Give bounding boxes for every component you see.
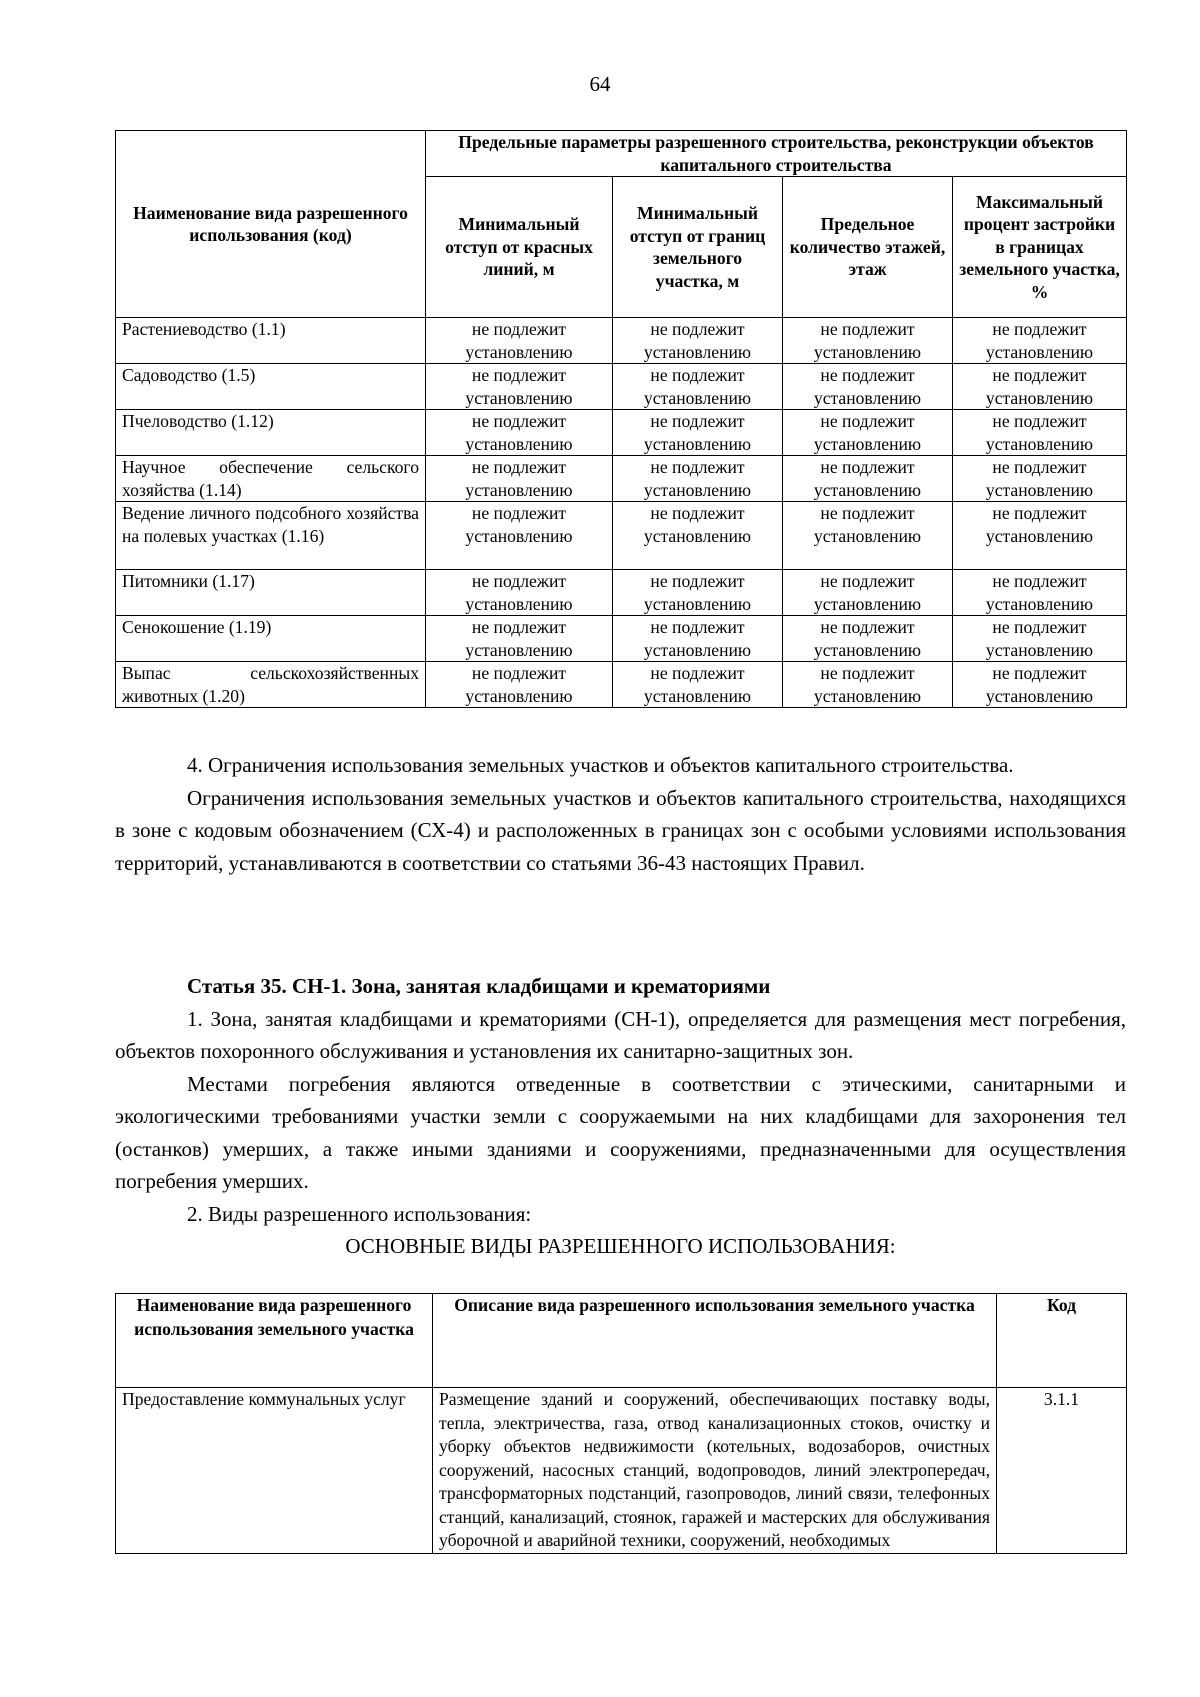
value-cell-red-lines: не подлежит установлению — [426, 318, 613, 364]
article-paragraph-3: 2. Виды разрешенного использования: — [187, 1201, 532, 1226]
value-cell-floors: не подлежит установлению — [783, 616, 953, 662]
value-cell-boundaries: не подлежит установлению — [613, 616, 783, 662]
value-cell-red-lines: не подлежит установлению — [426, 410, 613, 456]
value-cell-boundaries: не подлежит установлению — [613, 364, 783, 410]
value-cell-boundaries: не подлежит установлению — [613, 570, 783, 616]
section-4 — [115, 749, 1126, 879]
article-heading: Статья 35. СН-1. Зона, занятая кладбищами и крематориями — [187, 974, 771, 998]
table-row — [116, 364, 1127, 410]
article-paragraph-1: 1. Зона, занятая кладбищами и крематориями (СН-1), определяется для размещения мест погребения, объектов похоронного обслуживания и установления их санитарно-защитных зон. — [115, 1006, 1126, 1063]
use-name-cell: Пчеловодство (1.12) — [116, 410, 426, 456]
col-header-red-lines: Минимальный отступ от красных линий, м — [426, 177, 613, 318]
table-row — [116, 502, 1127, 570]
value-cell-red-lines: не подлежит установлению — [426, 570, 613, 616]
table-row — [116, 616, 1127, 662]
value-cell-percent: не подлежит установлению — [953, 456, 1127, 502]
parameters-table — [115, 130, 1127, 708]
col-header-name: Наименование вида разрешенного использования (код) — [116, 131, 426, 318]
value-cell-floors: не подлежит установлению — [783, 662, 953, 708]
col-header-code: Код — [997, 1294, 1127, 1388]
value-cell-boundaries: не подлежит установлению — [613, 662, 783, 708]
table-header-row — [116, 1294, 1127, 1388]
section-4-title: 4. Ограничения использования земельных участков и объектов капитального строительства. — [187, 753, 1014, 777]
table-row — [116, 1388, 1127, 1554]
table-row — [116, 570, 1127, 616]
table-row — [116, 410, 1127, 456]
col-header-use-name: Наименование вида разрешенного использования земельного участка — [116, 1294, 433, 1388]
value-cell-floors: не подлежит установлению — [783, 410, 953, 456]
use-name-cell: Выпас сельскохозяйственных животных (1.20) — [116, 662, 426, 708]
table-row — [116, 318, 1127, 364]
article-35 — [115, 970, 1126, 1263]
value-cell-red-lines: не подлежит установлению — [426, 502, 613, 570]
value-cell-red-lines: не подлежит установлению — [426, 662, 613, 708]
use-name-cell: Питомники (1.17) — [116, 570, 426, 616]
table-row — [116, 456, 1127, 502]
value-cell-percent: не подлежит установлению — [953, 364, 1127, 410]
value-cell-percent: не подлежит установлению — [953, 662, 1127, 708]
value-cell-percent: не подлежит установлению — [953, 502, 1127, 570]
value-cell-floors: не подлежит установлению — [783, 570, 953, 616]
col-header-floors: Предельное количество этажей, этаж — [783, 177, 953, 318]
uses-table — [115, 1293, 1127, 1554]
value-cell-boundaries: не подлежит установлению — [613, 318, 783, 364]
col-header-percent: Максимальный процент застройки в границах земельного участка, % — [953, 177, 1127, 318]
article-paragraph-2: Местами погребения являются отведенные в соответствии с этическими, санитарными и экологическими требованиями участки земли с сооружаемыми на них кладбищами для захоронения тел (останков) умерших, а также иными зданиями и сооружениями, предназначенными для осуществления погребения умерших. — [115, 1071, 1126, 1193]
use-code-cell: 3.1.1 — [997, 1388, 1127, 1554]
col-header-group: Предельные параметры разрешенного строительства, реконструкции объектов капитального строительства — [426, 131, 1127, 177]
col-header-boundaries: Минимальный отступ от границ земельного участка, м — [613, 177, 783, 318]
use-name-cell: Научное обеспечение сельского хозяйства (1.14) — [116, 456, 426, 502]
value-cell-red-lines: не подлежит установлению — [426, 364, 613, 410]
main-uses-title: ОСНОВНЫЕ ВИДЫ РАЗРЕШЕННОГО ИСПОЛЬЗОВАНИЯ: — [345, 1234, 896, 1258]
use-name-cell: Растениеводство (1.1) — [116, 318, 426, 364]
value-cell-red-lines: не подлежит установлению — [426, 456, 613, 502]
value-cell-boundaries: не подлежит установлению — [613, 502, 783, 570]
table-row — [116, 662, 1127, 708]
use-name-cell: Сенокошение (1.19) — [116, 616, 426, 662]
use-description-cell: Размещение зданий и сооружений, обеспечивающих поставку воды, тепла, электричества, газа, отвод канализационных стоков, очистку и уборку объектов недвижимости (котельных, водозаборов, очистных сооружений, насосных станций, водопроводов, линий электропередач, трансформаторных подстанций, газопроводов, линий связи, телефонных станций, канализаций, стоянок, гаражей и мастерских для обслуживания уборочной и аварийной техники, сооружений, необходимых — [433, 1388, 997, 1554]
use-name-cell: Предоставление коммунальных услуг — [116, 1388, 433, 1554]
value-cell-floors: не подлежит установлению — [783, 456, 953, 502]
page-number: 64 — [589, 72, 611, 96]
table-header-row — [116, 131, 1127, 177]
use-name-cell: Садоводство (1.5) — [116, 364, 426, 410]
value-cell-percent: не подлежит установлению — [953, 570, 1127, 616]
value-cell-boundaries: не подлежит установлению — [613, 410, 783, 456]
col-header-description: Описание вида разрешенного использования земельного участка — [433, 1294, 997, 1388]
value-cell-floors: не подлежит установлению — [783, 318, 953, 364]
value-cell-floors: не подлежит установлению — [783, 502, 953, 570]
value-cell-boundaries: не подлежит установлению — [613, 456, 783, 502]
value-cell-percent: не подлежит установлению — [953, 318, 1127, 364]
value-cell-red-lines: не подлежит установлению — [426, 616, 613, 662]
use-name-cell: Ведение личного подсобного хозяйства на полевых участках (1.16) — [116, 502, 426, 570]
value-cell-percent: не подлежит установлению — [953, 410, 1127, 456]
value-cell-percent: не подлежит установлению — [953, 616, 1127, 662]
section-4-paragraph: Ограничения использования земельных участков и объектов капитального строительства, находящихся в зоне с кодовым обозначением (СХ-4) и расположенных в границах зон с особыми условиями использования территорий, устанавливаются в соответствии со статьями 36-43 настоящих Правил. — [115, 785, 1126, 875]
value-cell-floors: не подлежит установлению — [783, 364, 953, 410]
